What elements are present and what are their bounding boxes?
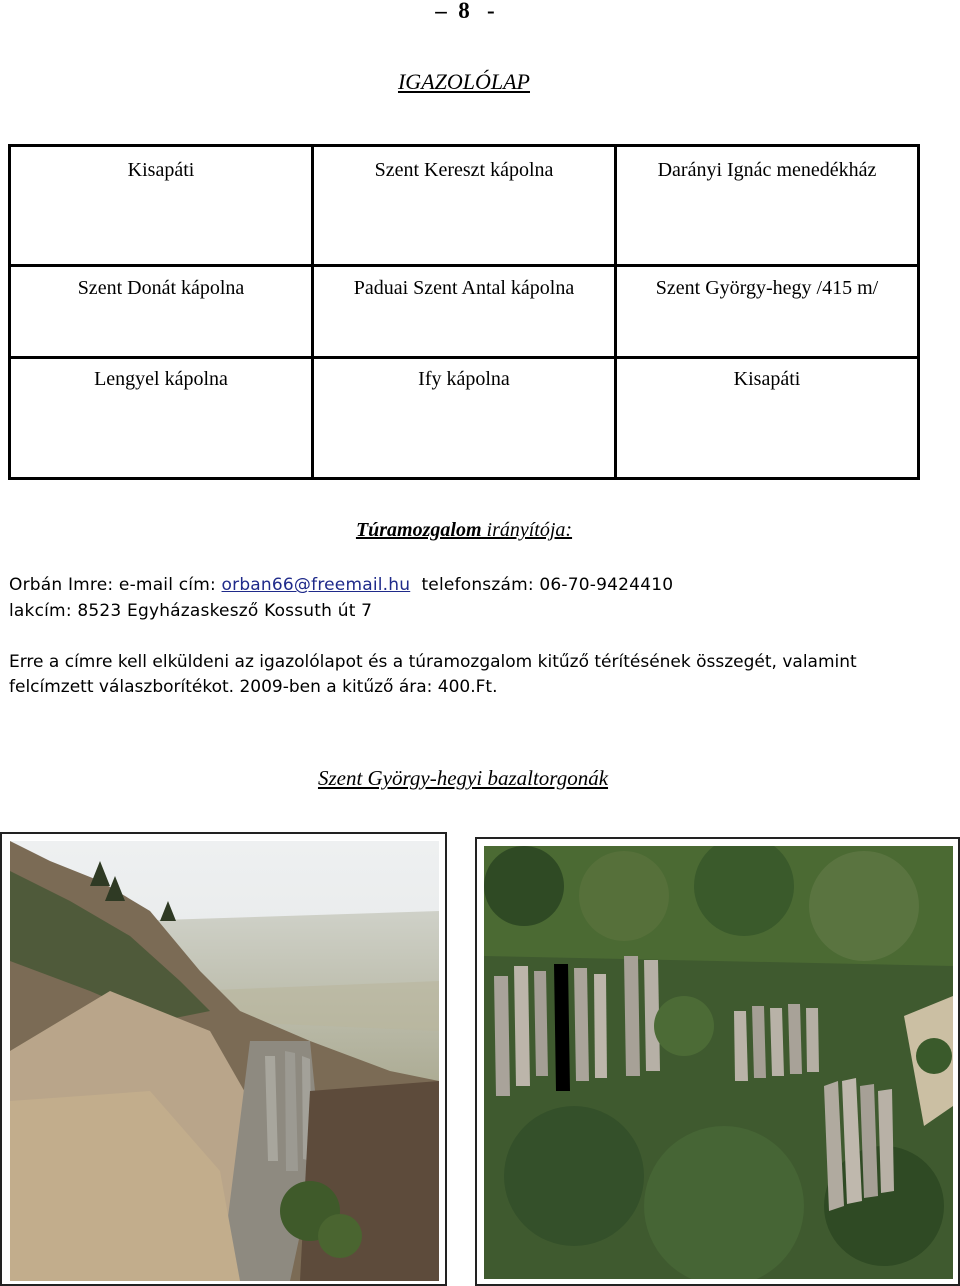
organizer-heading: Túramozgalom irányítója: [355,519,573,541]
checkpoint-cell: Szent Kereszt kápolna [313,146,616,266]
basalt-hillside-photo [0,832,447,1286]
page-number: – 8 - [435,0,495,23]
contact-label: Orbán Imre: e-mail cím: [9,575,222,595]
checkpoint-cell: Darányi Ignác menedékház [616,146,919,266]
table-row [10,358,919,479]
checkpoint-cell: Kisapáti [10,146,313,266]
table-row [10,146,919,266]
checkpoint-cell: Szent Donát kápolna [10,266,313,358]
email-link[interactable]: orban66@freemail.hu [221,575,411,595]
checkpoint-table [8,144,920,480]
checkpoint-cell: Kisapáti [616,358,919,479]
instructions-paragraph: Erre a címre kell elküldeni az igazolólapot és a túramozgalom kitűző térítésének összegét, valamint felcímzett válaszborítékot. 2009-ben a kitűző ára: 400.Ft. [9,652,857,697]
phone-number: telefonszám: 06-70-9424410 [410,575,674,595]
contact-line [9,572,673,598]
table-row [10,266,919,358]
checkpoint-cell: Lengyel kápolna [10,358,313,479]
checkpoint-cell: Paduai Szent Antal kápolna [313,266,616,358]
document-title: IGAZOLÓLAP [397,69,530,94]
checkpoint-cell: Szent György-hegy /415 m/ [616,266,919,358]
photo-caption: Szent György-hegyi bazaltorgonák [317,766,609,790]
checkpoint-cell: Ify kápolna [313,358,616,479]
basalt-columns-photo [475,837,960,1286]
address-line: lakcím: 8523 Egyházaskesző Kossuth út 7 [9,601,373,621]
